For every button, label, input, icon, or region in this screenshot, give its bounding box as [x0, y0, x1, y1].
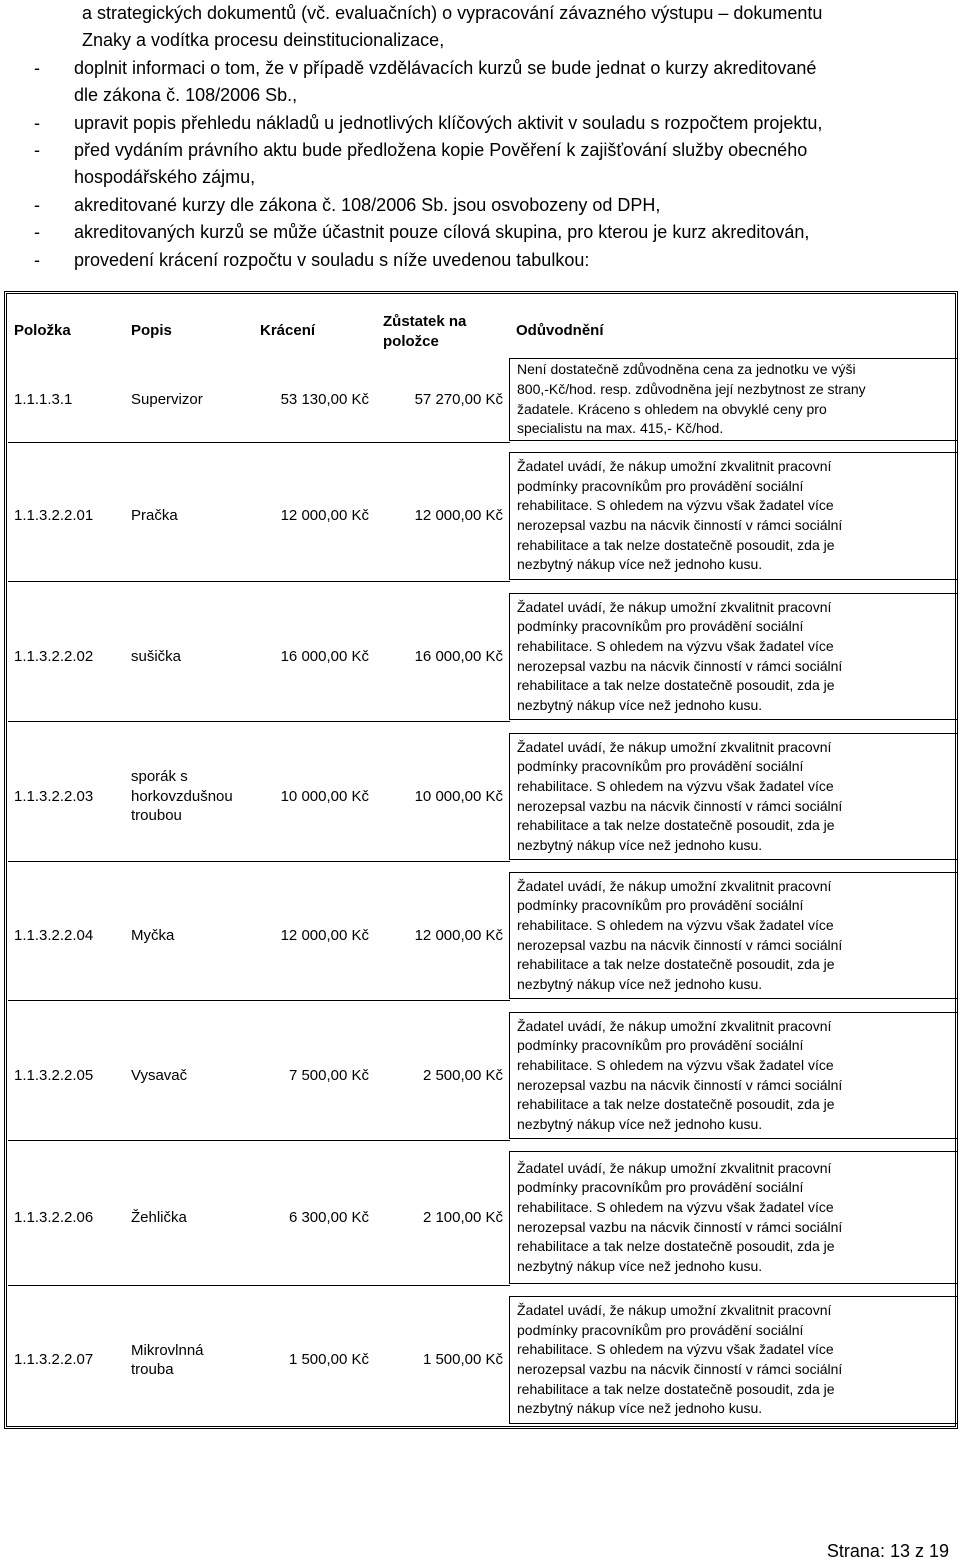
bullet-line — [0, 137, 960, 164]
bullet-dash: - — [34, 139, 40, 160]
reason-line: nerozepsal vazbu na nácvik činností v rámci sociální — [517, 1218, 843, 1235]
item-description: horkovzdušnou — [131, 787, 233, 805]
cut-amount: 7 500,00 Kč — [288, 1066, 369, 1084]
reason-line: podmínky pracovníkům pro provádění sociální — [517, 897, 804, 914]
item-description: Pračka — [131, 507, 178, 525]
item-description: Vysavač — [131, 1066, 188, 1084]
bullet-line — [0, 247, 960, 274]
reason-line: podmínky pracovníkům pro provádění sociální — [517, 758, 804, 775]
row-separator — [8, 581, 510, 582]
remaining-amount: 12 000,00 Kč — [414, 507, 503, 524]
bullet-dash: - — [34, 222, 40, 243]
reason-line: rehabilitace. S ohledem na výzvu však žadatel více — [517, 916, 834, 933]
intro-text-line: a strategických dokumentů (vč. evaluačních) o vypracování závazného výstupu – dokumentu — [82, 3, 823, 23]
header-description: Popis — [131, 322, 172, 339]
cut-amount: 10 000,00 Kč — [280, 787, 369, 805]
item-description: sporák s — [131, 768, 188, 786]
cut-amount: 12 000,00 Kč — [280, 926, 369, 944]
item-code: 1.1.3.2.2.05 — [14, 1066, 94, 1084]
reason-line: rehabilitace. S ohledem na výzvu však žadatel více — [517, 497, 834, 514]
reason-line: nerozepsal vazbu na nácvik činností v rámci sociální — [517, 797, 843, 814]
bullet-dash: - — [34, 194, 40, 215]
item-description: Žehlička — [131, 1208, 187, 1226]
bullet-text: akreditovaných kurzů se může účastnit pouze cílová skupina, pro kterou je kurz akreditován, — [74, 222, 810, 243]
cut-amount: 6 300,00 Kč — [288, 1208, 369, 1226]
reason-line: nezbytný nákup více než jednoho kusu. — [517, 1400, 763, 1417]
header-cut: Krácení — [260, 322, 316, 339]
reason-line: rehabilitace. S ohledem na výzvu však žadatel více — [517, 1198, 834, 1215]
reason-line: podmínky pracovníkům pro provádění sociální — [517, 618, 804, 635]
reason-line: 800,-Kč/hod. resp. zdůvodněna její nezbytnost ze strany — [517, 380, 866, 397]
reason-line: nezbytný nákup více než jednoho kusu. — [517, 556, 763, 573]
header-reason: Odůvodnění — [516, 322, 604, 339]
bullet-text: akreditované kurzy dle zákona č. 108/2006 Sb. jsou osvobozeny od DPH, — [74, 194, 661, 215]
intro-text-line: Znaky a vodítka procesu deinstitucionalizace, — [82, 30, 445, 51]
reason-line: Žadatel uvádí, že nákup umožní zkvalitnit pracovní — [517, 458, 832, 475]
header-item: Položka — [14, 322, 71, 339]
reason-line: nezbytný nákup více než jednoho kusu. — [517, 975, 763, 992]
cut-amount: 1 500,00 Kč — [288, 1351, 369, 1368]
reason-line: Žadatel uvádí, že nákup umožní zkvalitnit pracovní — [517, 877, 832, 894]
reason-line: Žadatel uvádí, že nákup umožní zkvalitnit pracovní — [517, 738, 832, 755]
reason-line: nerozepsal vazbu na nácvik činností v rámci sociální — [517, 517, 843, 533]
bullet-line — [0, 219, 960, 246]
reason-line: rehabilitace a tak nelze dostatečně posoudit, zda je — [517, 1238, 835, 1255]
intro-line — [0, 27, 960, 54]
reason-line: podmínky pracovníkům pro provádění sociální — [517, 477, 804, 494]
page-number: Strana: 13 z 19 — [826, 1541, 949, 1561]
reason-line: rehabilitace a tak nelze dostatečně posoudit, zda je — [517, 817, 835, 834]
reason-line: rehabilitace a tak nelze dostatečně posoudit, zda je — [517, 677, 835, 694]
row-separator — [8, 442, 510, 443]
reason-line: nerozepsal vazbu na nácvik činností v rámci sociální — [517, 1076, 843, 1093]
item-code: 1.1.3.2.2.02 — [14, 647, 94, 665]
reason-line: nerozepsal vazbu na nácvik činností v rámci sociální — [517, 1361, 843, 1377]
reason-line: rehabilitace. S ohledem na výzvu však žadatel více — [517, 637, 834, 654]
bullet-text: dle zákona č. 108/2006 Sb., — [74, 85, 298, 106]
reason-line: nezbytný nákup více než jednoho kusu. — [517, 696, 763, 713]
remaining-amount: 2 100,00 Kč — [422, 1208, 503, 1226]
reason-line: Žadatel uvádí, že nákup umožní zkvalitnit pracovní — [517, 1017, 832, 1034]
remaining-amount: 57 270,00 Kč — [414, 390, 503, 408]
reason-line: podmínky pracovníkům pro provádění sociální — [517, 1179, 804, 1196]
row-separator — [8, 861, 510, 862]
reason-line: žadatele. Kráceno s ohledem na obvyklé ceny pro — [517, 400, 827, 417]
reason-line: rehabilitace a tak nelze dostatečně posoudit, zda je — [517, 1380, 835, 1397]
row-separator — [8, 1140, 510, 1141]
bullet-line — [0, 110, 960, 137]
item-description: Mikrovlnná — [131, 1341, 204, 1359]
header-remaining: Zůstatek na — [383, 313, 467, 330]
bullet-text: provedení krácení rozpočtu v souladu s níže uvedenou tabulkou: — [74, 249, 590, 270]
reason-line: nezbytný nákup více než jednoho kusu. — [517, 836, 763, 853]
header-remaining: položce — [383, 333, 439, 350]
row-separator — [8, 1000, 510, 1001]
remaining-amount: 2 500,00 Kč — [422, 1066, 503, 1084]
bullet-dash: - — [34, 112, 40, 133]
bullet-dash: - — [34, 249, 40, 270]
item-description: Myčka — [131, 926, 175, 944]
bullet-text: upravit popis přehledu nákladů u jednotlivých klíčových aktivit v souladu s rozpočtem projektu, — [74, 112, 823, 133]
reason-line: podmínky pracovníkům pro provádění sociální — [517, 1321, 804, 1338]
reason-line: nerozepsal vazbu na nácvik činností v rámci sociální — [517, 936, 843, 953]
bullet-line — [0, 55, 960, 82]
reason-line: rehabilitace. S ohledem na výzvu však žadatel více — [517, 1056, 834, 1073]
remaining-amount: 12 000,00 Kč — [414, 926, 503, 944]
bullet-line — [0, 82, 960, 109]
item-code: 1.1.1.3.1 — [14, 390, 73, 408]
remaining-amount: 16 000,00 Kč — [414, 647, 503, 665]
bullet-line — [0, 164, 960, 191]
item-code: 1.1.3.2.2.04 — [14, 926, 94, 944]
reason-line: rehabilitace. S ohledem na výzvu však žadatel více — [517, 1341, 834, 1358]
reason-line: Žadatel uvádí, že nákup umožní zkvalitnit pracovní — [517, 1159, 832, 1176]
cut-amount: 12 000,00 Kč — [280, 507, 369, 524]
row-separator — [8, 721, 510, 722]
reason-line: nezbytný nákup více než jednoho kusu. — [517, 1115, 763, 1132]
reason-line: rehabilitace. S ohledem na výzvu však žadatel více — [517, 777, 834, 794]
row-separator — [8, 1285, 510, 1286]
reason-line: rehabilitace a tak nelze dostatečně posoudit, zda je — [517, 536, 835, 553]
intro-line — [0, 0, 960, 27]
item-code: 1.1.3.2.2.01 — [14, 507, 94, 524]
item-description: Supervizor — [131, 390, 203, 408]
cut-amount: 16 000,00 Kč — [280, 647, 369, 665]
bullet-text: hospodářského zájmu, — [74, 167, 256, 188]
cut-amount: 53 130,00 Kč — [280, 390, 369, 408]
reason-line: Není dostatečně zdůvodněna cena za jednotku ve výši — [517, 361, 856, 378]
reason-line: rehabilitace a tak nelze dostatečně posoudit, zda je — [517, 956, 835, 973]
item-description: troubou — [131, 807, 182, 825]
item-description: trouba — [131, 1361, 174, 1378]
reason-line: nerozepsal vazbu na nácvik činností v rámci sociální — [517, 657, 843, 674]
reason-line: Žadatel uvádí, že nákup umožní zkvalitnit pracovní — [517, 598, 832, 615]
reason-line: rehabilitace a tak nelze dostatečně posoudit, zda je — [517, 1096, 835, 1113]
bullet-dash: - — [34, 57, 40, 78]
bullet-line — [0, 192, 960, 219]
reason-line: podmínky pracovníkům pro provádění sociální — [517, 1037, 804, 1054]
remaining-amount: 1 500,00 Kč — [422, 1351, 503, 1368]
item-description: sušička — [131, 647, 182, 665]
intro-text — [0, 0, 960, 274]
remaining-amount: 10 000,00 Kč — [414, 787, 503, 805]
bullet-text: před vydáním právního aktu bude předložena kopie Pověření k zajišťování služby obecného — [74, 139, 808, 160]
reason-line: nezbytný nákup více než jednoho kusu. — [517, 1257, 763, 1274]
item-code: 1.1.3.2.2.03 — [14, 787, 94, 805]
reason-line: Žadatel uvádí, že nákup umožní zkvalitnit pracovní — [517, 1302, 832, 1319]
bullet-text: doplnit informaci o tom, že v případě vzdělávacích kurzů se bude jednat o kurzy akreditované — [74, 57, 817, 78]
item-code: 1.1.3.2.2.07 — [14, 1351, 94, 1368]
reason-line: specialistu na max. 415,- Kč/hod. — [517, 420, 724, 437]
item-code: 1.1.3.2.2.06 — [14, 1208, 94, 1226]
